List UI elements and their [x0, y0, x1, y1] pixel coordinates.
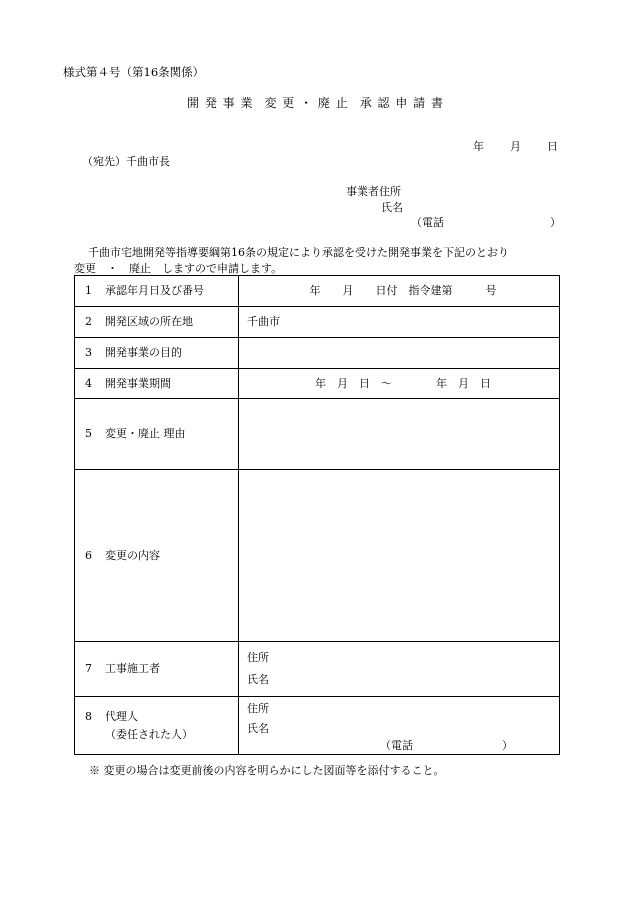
agent-phone-close: ）: [502, 738, 513, 752]
table-row: [75, 307, 560, 338]
phone-open: （電話: [411, 216, 444, 229]
agent-name-label: 氏名: [247, 721, 269, 735]
development-period-field[interactable]: 年 月 日 ～ 年 月 日: [239, 369, 560, 399]
contractor-name-label: 氏名: [247, 673, 269, 686]
table-row: [75, 399, 560, 470]
date-day: 日: [547, 140, 558, 153]
body-text-line-2: 変更 ・ 廃止 しますので申請します。: [74, 262, 283, 275]
agent-address-label: 住所: [247, 701, 269, 715]
approval-date-number-field[interactable]: 年 月 日付 指令建第 号: [239, 276, 560, 307]
applicant-phone: [411, 216, 561, 229]
contractor-field[interactable]: [239, 642, 560, 697]
table-row: [75, 338, 560, 369]
row-label: 5 変更・廃止 理由: [75, 399, 239, 470]
change-reason-field[interactable]: [239, 399, 560, 470]
development-location-field[interactable]: 千曲市: [239, 307, 560, 338]
table-row: [75, 276, 560, 307]
application-table: [74, 275, 560, 755]
row-label: 1 承認年月日及び番号: [75, 276, 239, 307]
table-row: [75, 369, 560, 399]
date-year: 年: [473, 140, 484, 153]
phone-close: ）: [550, 216, 561, 229]
form-number: 様式第４号（第16条関係）: [63, 65, 205, 79]
table-row: [75, 697, 560, 755]
agent-phone: [247, 739, 559, 753]
table-row: [75, 470, 560, 642]
development-purpose-field[interactable]: [239, 338, 560, 369]
agent-field[interactable]: [239, 697, 560, 755]
document-title: 開 発 事 業 変 更 ・ 廃 止 承 認 申 請 書: [187, 96, 443, 110]
row-label: 7 工事施工者: [75, 642, 239, 697]
row-label: 8 代理人 （委任された人）: [75, 697, 239, 755]
table-row: [75, 642, 560, 697]
footnote: ※ 変更の場合は変更前後の内容を明らかにした図面等を添付すること。: [89, 764, 445, 777]
agent-sublabel: （委任された人）: [105, 727, 193, 741]
body-text-line-1: 千曲市宅地開発等指導要綱第16条の規定により承認を受けた開発事業を下記のとおり: [88, 246, 509, 259]
row-label: 6 変更の内容: [75, 470, 239, 642]
applicant-name-label: 氏名: [381, 201, 403, 214]
change-content-field[interactable]: [239, 470, 560, 642]
date-line: [473, 140, 558, 153]
contractor-address-label: 住所: [247, 651, 269, 664]
date-month: 月: [510, 140, 521, 153]
row-label: 4 開発事業期間: [75, 369, 239, 399]
applicant-address-label: 事業者住所: [346, 185, 401, 198]
row-label: 3 開発事業の目的: [75, 338, 239, 369]
row-label: 2 開発区域の所在地: [75, 307, 239, 338]
agent-phone-open: （電話: [380, 738, 413, 752]
addressee: （宛先）千曲市長: [82, 155, 170, 168]
